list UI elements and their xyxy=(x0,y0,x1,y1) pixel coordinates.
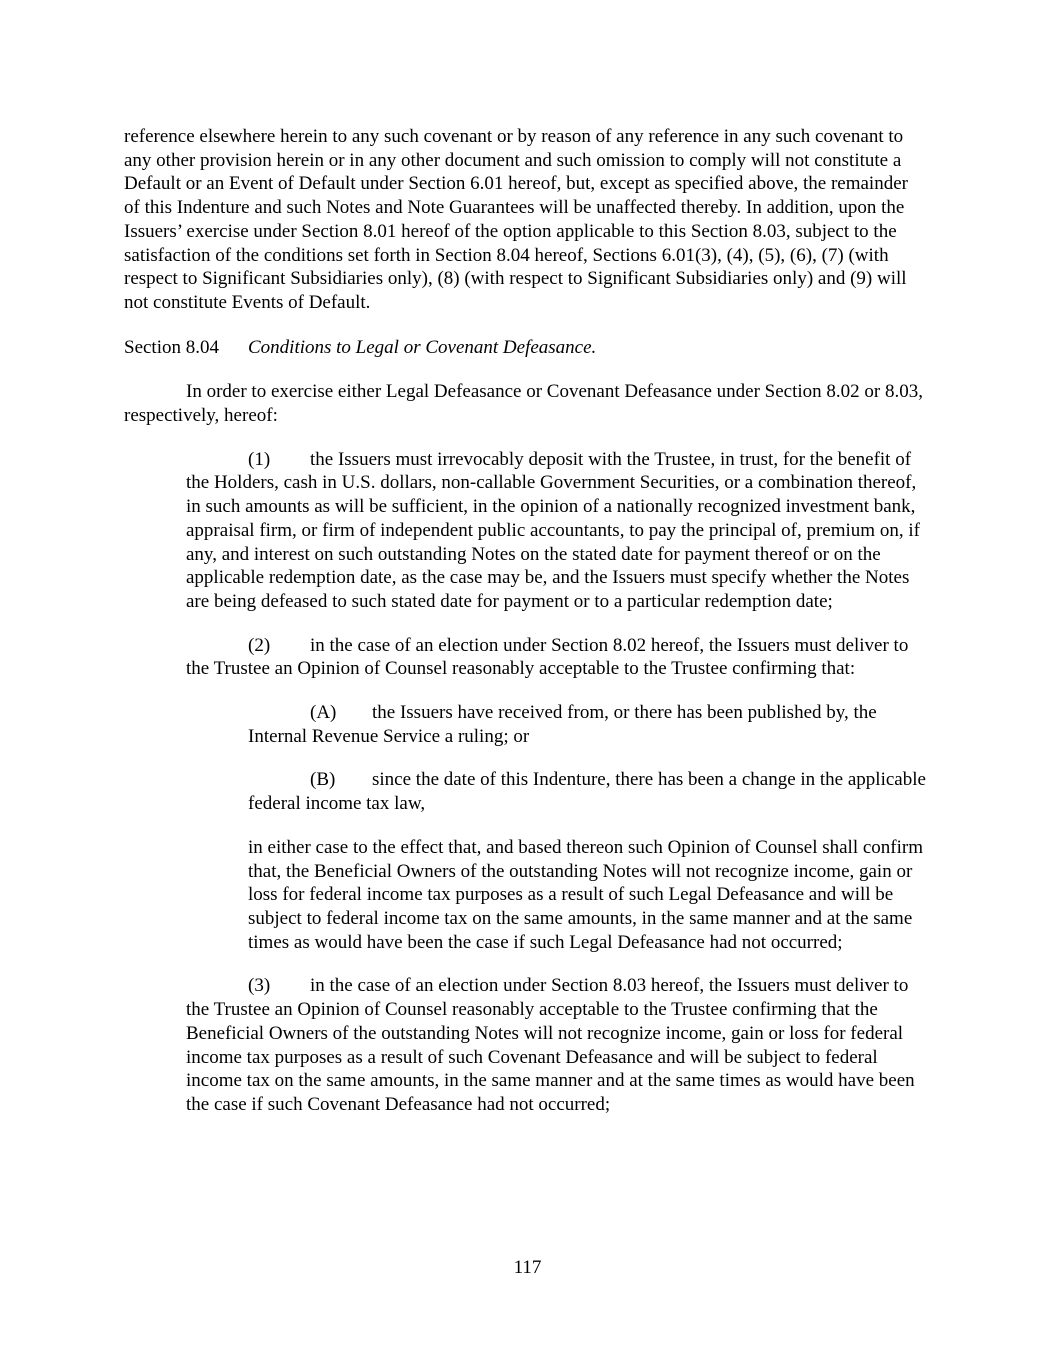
item-label: (B) xyxy=(310,769,336,791)
intro-paragraph: In order to exercise either Legal Defeasance or Covenant Defeasance under Section 8.02 or 8.03, respectively, hereof: xyxy=(124,381,923,427)
section-heading xyxy=(124,336,934,360)
list-item-1 xyxy=(186,448,934,614)
item-label: (1) xyxy=(248,448,271,470)
item-text: in the case of an election under Section 8.02 hereof, the Issuers must deliver to the Trustee an Opinion of Counsel reasonably acceptable to the Trustee confirming that: xyxy=(186,634,909,680)
document-page xyxy=(124,125,934,1117)
item-text: since the date of this Indenture, there has been a change in the applicable federal income tax law, xyxy=(248,769,926,815)
list-item-A xyxy=(248,701,934,748)
list-item-2 xyxy=(186,634,934,681)
item-label: (A) xyxy=(310,702,337,724)
item-label: (2) xyxy=(248,634,271,656)
list-item-3 xyxy=(186,974,934,1116)
list-item-B xyxy=(248,768,934,815)
item-text: in the case of an election under Section 8.03 hereof, the Issuers must deliver to the Trustee an Opinion of Counsel reasonably acceptable to the Trustee confirming that the Beneficial Owners of the outstanding Notes will not recognize income, gain or loss for federal income tax purposes as a result of such Covenant Defeasance and will be subject to federal income tax on the same amounts, in the same manner and at the same times as would have been the case if such Covenant Defeasance had not occurred; xyxy=(186,975,915,1115)
body-paragraph: reference elsewhere herein to any such covenant or by reason of any reference in any such covenant to any other provision herein or in any other document and such omission to comply will not constitute a Default or an Event of Default under Section 6.01 hereof, but, except as specified above, the remainder of this Indenture and such Notes and Note Guarantees will be unaffected thereby. In addition, upon the Issuers’ exercise under Section 8.01 hereof of the option applicable to this Section 8.03, subject to the satisfaction of the conditions set forth in Section 8.04 hereof, Sections 6.01(3), (4), (5), (6), (7) (with respect to Significant Subsidiaries only), (8) (with respect to Significant Subsidiaries only) and (9) will not constitute Events of Default. xyxy=(124,126,908,313)
item-text: the Issuers must irrevocably deposit with the Trustee, in trust, for the benefit of the Holders, cash in U.S. dollars, non-callable Government Securities, or a combination thereof, in such amounts as will be sufficient, in the opinion of a nationally recognized investment bank, appraisal firm, or firm of independent public accountants, to pay the principal of, premium on, if any, and interest on such outstanding Notes on the stated date for payment thereof or on the applicable redemption date, as the case may be, and the Issuers must specify whether the Notes are being defeased to such stated date for payment or to a particular redemption date; xyxy=(186,448,920,612)
section-number: Section 8.04 xyxy=(124,336,219,358)
page-number: 117 xyxy=(513,1257,542,1278)
item-label: (3) xyxy=(248,975,271,997)
continuation-paragraph: in either case to the effect that, and based thereon such Opinion of Counsel shall confirm that, the Beneficial Owners of the outstanding Notes will not recognize income, gain or loss for federal income tax purposes as a result of such Legal Defeasance and will be subject to federal income tax on the same amounts, in the same manner and at the same times as would have been the case if such Legal Defeasance had not occurred; xyxy=(248,836,924,953)
section-title: Conditions to Legal or Covenant Defeasance. xyxy=(248,336,597,358)
item-text: the Issuers have received from, or there has been published by, the Internal Revenue Service a ruling; or xyxy=(248,702,877,747)
